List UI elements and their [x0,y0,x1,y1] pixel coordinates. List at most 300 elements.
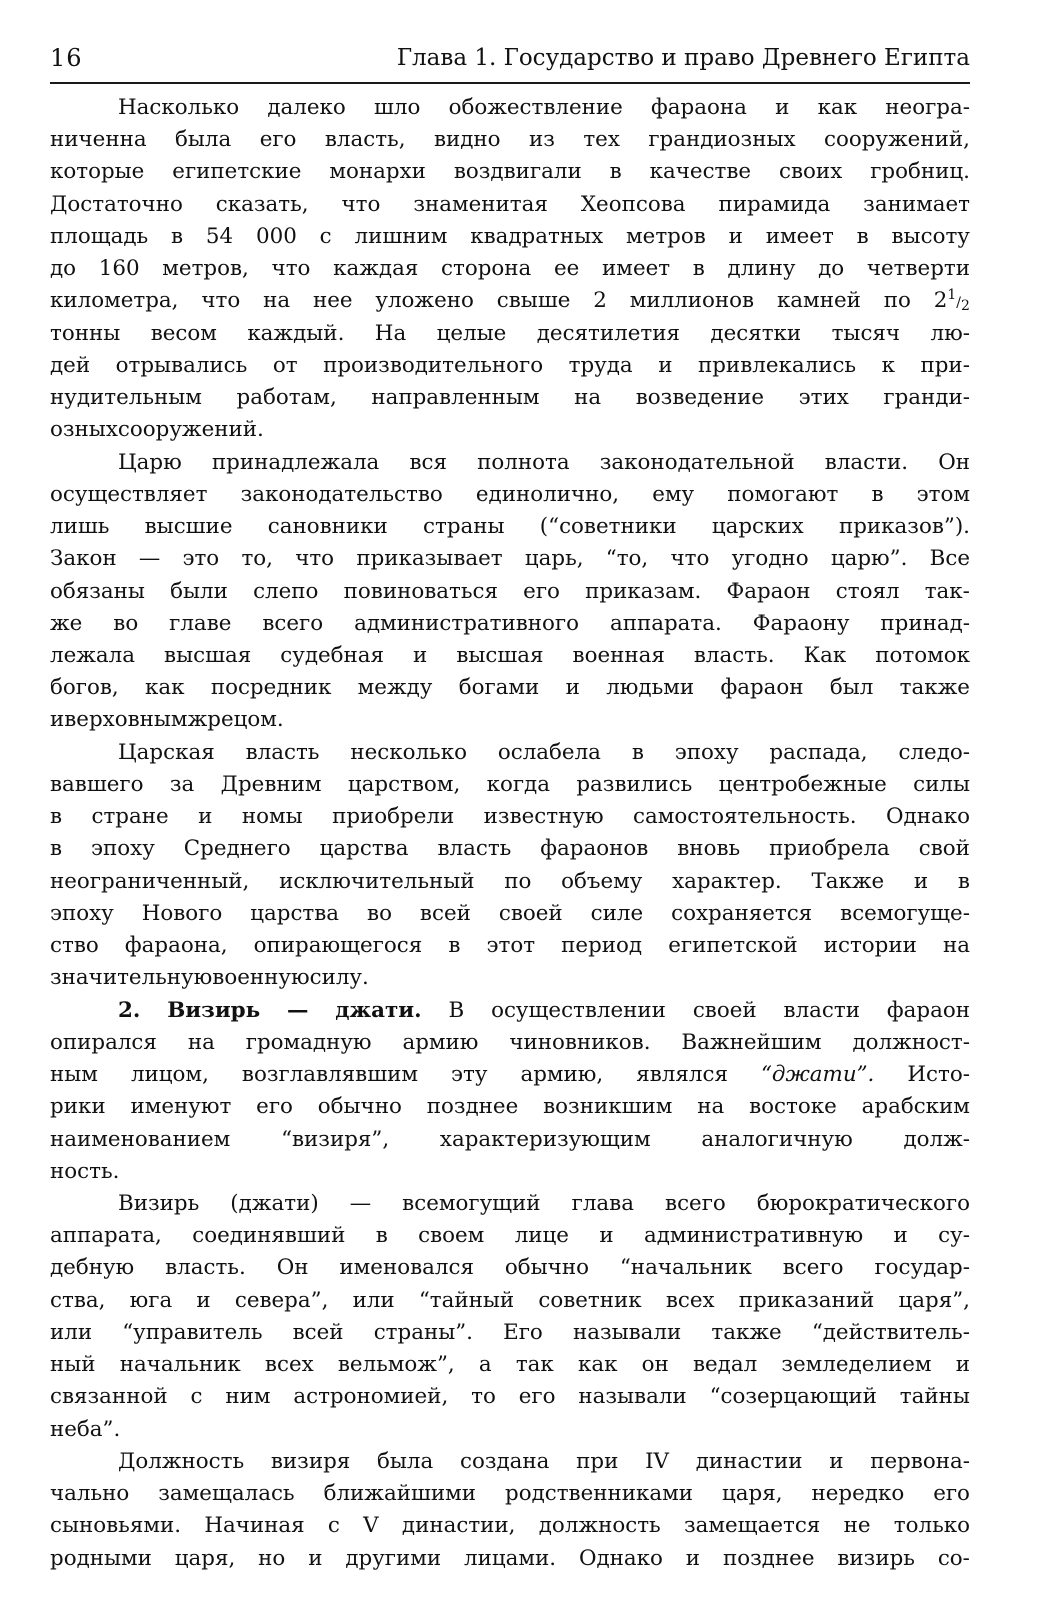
word: 2 [593,288,607,314]
word: этом [916,481,970,507]
word: людьми [606,675,695,701]
word: царя”, [898,1287,970,1313]
word: силе [590,900,644,926]
word: Насколько [118,95,240,120]
word: египетской [668,933,798,959]
word: и [728,223,743,249]
word: аппарата. [609,610,722,636]
word: армию, [520,1062,604,1088]
word: ближайшими [323,1481,477,1507]
word: его [256,1094,293,1120]
word: царских [711,514,804,540]
word: которые [50,159,145,185]
word: и [829,1448,844,1474]
word: Нового [141,900,223,926]
text-line [50,253,970,285]
word: рики [50,1094,106,1120]
word: су- [938,1223,970,1249]
text-line [50,382,970,414]
word: гробниц. [870,159,970,185]
word: замещается [683,1513,821,1539]
word: лице [514,1223,569,1249]
word: уложено [375,288,474,314]
word: (“советники [539,514,677,540]
word: ный [50,1352,96,1378]
word: целые [436,320,507,346]
word: обязаны [50,578,145,604]
word: объему [561,868,643,894]
text-line [50,1124,970,1156]
word: приказам. [585,578,702,604]
word: по [504,868,532,894]
word: или [352,1287,395,1313]
word: шло [373,95,421,120]
text-line [50,1381,970,1413]
word: начальник [119,1352,241,1378]
word: фараона [651,95,747,120]
text-line [50,156,970,188]
word: во [367,900,392,926]
word: царю”. [830,546,908,572]
word: при- [920,352,970,378]
word: аппарата, [50,1223,162,1249]
text-line [50,1059,970,1091]
word: также [711,1319,782,1345]
word: бюрократического [756,1190,970,1216]
text-line [50,221,970,253]
text-line [50,1446,970,1478]
word: всемогуще- [840,900,970,926]
word: каждый. [247,320,345,346]
word: власть. [693,642,775,668]
word: до [818,256,845,282]
word: осуществлении [491,997,666,1023]
word: но [258,1545,286,1571]
word: сооружений. [117,417,264,443]
word: так [515,1352,554,1378]
word: другими [345,1545,442,1571]
word: армию [402,1029,479,1055]
word: гранди- [883,385,970,411]
word: приказаний [738,1287,875,1313]
word: Он [938,449,970,475]
word: известную [483,804,604,830]
word: царь, [524,546,584,572]
word: долж- [903,1126,970,1152]
word: богов, [50,675,119,701]
word: арабским [861,1094,970,1120]
word: “тайный [418,1287,515,1313]
word: Древним [220,771,322,797]
word: эпоху [91,836,155,862]
word: лицами. [464,1545,557,1571]
word: 000 [255,223,297,249]
word: ниченна [50,127,147,153]
word: была [175,127,232,153]
word: должность [538,1513,661,1539]
word: километра, [50,288,179,314]
word: имеет [765,223,834,249]
word: Должность [118,1448,245,1474]
word: площадь [50,223,149,249]
word: “визиря”, [281,1126,390,1152]
text-line [50,350,970,382]
word: Начиная [204,1513,305,1539]
word: его [523,578,560,604]
word: вельмож”, [337,1352,455,1378]
text-line [50,1285,970,1317]
word: распада, [769,739,868,765]
word: “управитель [122,1319,263,1345]
paragraph [50,737,970,995]
word: озных [50,417,118,443]
word: в [957,868,970,894]
word: квадратных [470,223,604,249]
word: ства, [50,1287,106,1313]
word: своей [692,997,757,1023]
word: что [271,256,311,282]
word: юга [129,1287,173,1313]
word: своих [779,159,843,185]
word: качестве [649,159,752,185]
word: вновь [677,836,741,862]
word: к [881,352,895,378]
word: от [272,352,298,378]
word: посредник [210,675,332,701]
word: ведал [692,1352,758,1378]
text-line [50,1156,970,1188]
word: возглавлявшим [241,1062,418,1088]
word: в [50,804,63,830]
word: Он [276,1255,309,1281]
word: и [685,1545,701,1571]
word: что [670,546,710,572]
word: и [913,868,929,894]
word: богами [458,675,540,701]
word: это [182,546,220,572]
word: стоял [835,578,900,604]
word: царства [250,900,340,926]
word: и [775,95,790,120]
word: (джати) [230,1190,319,1216]
word: обожествление [448,95,623,120]
word: джати. [335,997,422,1023]
word: опирающегося [253,933,423,959]
text-line [50,737,970,769]
word: возникшим [543,1094,673,1120]
word: — [287,997,309,1023]
word: законодательной [599,449,795,475]
word: фараон [886,997,970,1023]
word: востоке [749,1094,837,1120]
word: обычно [317,1094,402,1120]
word: был [829,675,874,701]
word: власти [783,997,860,1023]
word: севера”, [234,1287,329,1313]
word: принадлежала [211,449,380,475]
text-line [50,704,970,736]
word: лишним [354,223,448,249]
word: направленным [371,385,540,411]
word: и [50,707,65,733]
word: то, [241,546,273,572]
text-line [50,962,970,994]
word: его [259,127,297,153]
word: между [357,675,433,701]
word: Также [811,868,885,894]
word: главе [169,610,232,636]
word: имеет [602,256,671,282]
word: воздвигали [453,159,582,185]
text-line [50,576,970,608]
word: а [478,1352,492,1378]
word: ему [652,481,695,507]
word: камней [776,288,861,314]
word: центробежные [718,771,887,797]
word: военную [212,965,310,991]
word: вся [409,449,447,475]
word: чиновников. [509,1029,651,1055]
word: Царская [118,739,215,765]
word: государ- [874,1255,970,1281]
word: советник [538,1287,642,1313]
word: фараонов [540,836,649,862]
word: “то, [605,546,649,572]
word: вавшего [50,771,144,797]
word: что [295,546,335,572]
word: и [196,1287,211,1313]
text-line [50,543,970,575]
word: лежала [50,642,136,668]
word: лишь [50,514,110,540]
word: династии [695,1448,803,1474]
word: Фараону [752,610,850,636]
word: его [518,1384,556,1410]
word: астрономией, [293,1384,449,1410]
word: и [413,642,428,668]
word: тайны [899,1384,970,1410]
text-line [50,801,970,833]
word: своей [498,900,563,926]
text-line [50,1188,970,1220]
text-line [50,833,970,865]
word: тысяч [831,320,901,346]
word: характер. [672,868,782,894]
word: глава [571,1190,634,1216]
word: Закон [50,546,117,572]
word: привлекались [697,352,857,378]
word: законодательство [240,481,443,507]
word: “начальник [619,1255,752,1281]
text-line [50,285,970,317]
word: приобрели [332,804,455,830]
word: он [641,1352,669,1378]
word: и [893,1223,908,1249]
word: Среднего [183,836,291,862]
word: 21/2 [933,287,970,315]
word: миллионов [629,288,755,314]
word: до [50,256,77,282]
word: весом [150,320,217,346]
word: приказывает [356,546,503,572]
paragraph [50,447,970,737]
word: была [377,1448,434,1474]
word: с [327,1513,340,1539]
word: на [263,288,291,314]
word: осуществляет [50,481,208,507]
word: этих [798,385,849,411]
word: позднее [426,1094,519,1120]
body-text [50,92,970,1575]
text-line [50,1478,970,1510]
word: всех [264,1352,314,1378]
word: метров [626,223,706,249]
word: всех [665,1287,715,1313]
word: позднее [722,1545,815,1571]
word: развились [576,771,693,797]
word: грандиозных [648,127,796,153]
word: и [565,675,580,701]
word: дебную [50,1255,135,1281]
word: власть [245,739,320,765]
word: занимает [863,191,970,217]
word: то [471,1384,496,1410]
word: царя, [722,1481,783,1507]
word: сооружений, [823,127,970,153]
text-line [50,640,970,672]
word: визиря [270,1448,351,1474]
word: неогра- [885,95,970,120]
word: или [50,1319,93,1345]
text-line [50,898,970,930]
word: страны”. [373,1319,473,1345]
word: военная [572,642,665,668]
word: в [856,223,869,249]
word: визирь [837,1545,915,1571]
word: на [697,1094,725,1120]
word: метров, [162,256,249,282]
text-line [50,1252,970,1284]
word: Его [503,1319,543,1345]
word: именовался [339,1255,474,1281]
text-line [50,1317,970,1349]
word: высшая [456,642,544,668]
word: тех [583,127,620,153]
word: что [201,288,241,314]
word: связанной [50,1384,168,1410]
text-line [50,318,970,350]
word: Однако [578,1545,663,1571]
word: всей [419,900,471,926]
word: ство [50,933,99,959]
word: не [843,1513,871,1539]
word: по [883,288,911,314]
word: в [171,223,184,249]
word: нудительным [50,385,202,411]
word: десятки [710,320,802,346]
word: всемогущий [402,1190,541,1216]
word: в [50,836,63,862]
word: в [631,739,644,765]
word: и [308,1545,323,1571]
running-title: Глава 1. Государство и право Древнего Египта [396,45,970,71]
word: В [448,997,465,1023]
word: сыновьями. [50,1513,182,1539]
text-line [50,672,970,704]
word: как [577,1352,618,1378]
word: единолично, [475,481,620,507]
text-line [50,1414,970,1446]
word: сохраняется [671,900,813,926]
word: ослабела [497,739,601,765]
word: V [363,1513,379,1539]
word: и [198,804,213,830]
word: “созерцающий [709,1384,877,1410]
word: своем [418,1223,485,1249]
word: родственниками [505,1481,694,1507]
word: Визирь [118,1190,200,1216]
text-line [50,1349,970,1381]
word: видно [433,127,501,153]
word: нередко [811,1481,905,1507]
text-line [50,1091,970,1123]
text-line [50,866,970,898]
word: сказать, [215,191,309,217]
word: четверти [866,256,970,282]
word: принад- [880,610,970,636]
word: сторона [441,256,532,282]
word: производительного [323,352,544,378]
word: номы [241,804,303,830]
word: жрецом. [187,707,284,733]
word: Хеопсова [580,191,686,217]
word: стране [91,804,169,830]
word: земледелием [781,1352,932,1378]
word: полнота [477,449,570,475]
word: следо- [898,739,970,765]
word: повиноваться [343,578,498,604]
word: Достаточно [50,191,183,217]
word: династии, [401,1513,516,1539]
page-header [50,42,970,84]
word: именуют [130,1094,232,1120]
fraction: 1/2 [947,287,970,315]
word: со- [937,1545,970,1571]
word: лицом, [130,1062,209,1088]
word: десятилетия [536,320,680,346]
word: также [899,675,970,701]
word: называли [578,1384,687,1410]
word: когда [486,771,550,797]
word: соединявший [192,1223,346,1249]
word: фараон [720,675,804,701]
word: свыше [496,288,571,314]
word: На [374,320,407,346]
text-line [50,189,970,221]
word: являлся [636,1062,728,1088]
word: только [893,1513,970,1539]
word: Все [929,546,970,572]
word: за [169,771,195,797]
word: на [942,933,970,959]
word: Царю [118,449,182,475]
word: власть. [165,1255,246,1281]
text-line [50,608,970,640]
paragraph [50,1188,970,1446]
word: из [528,127,555,153]
word: возведение [635,385,765,411]
word: 160 [98,256,140,282]
